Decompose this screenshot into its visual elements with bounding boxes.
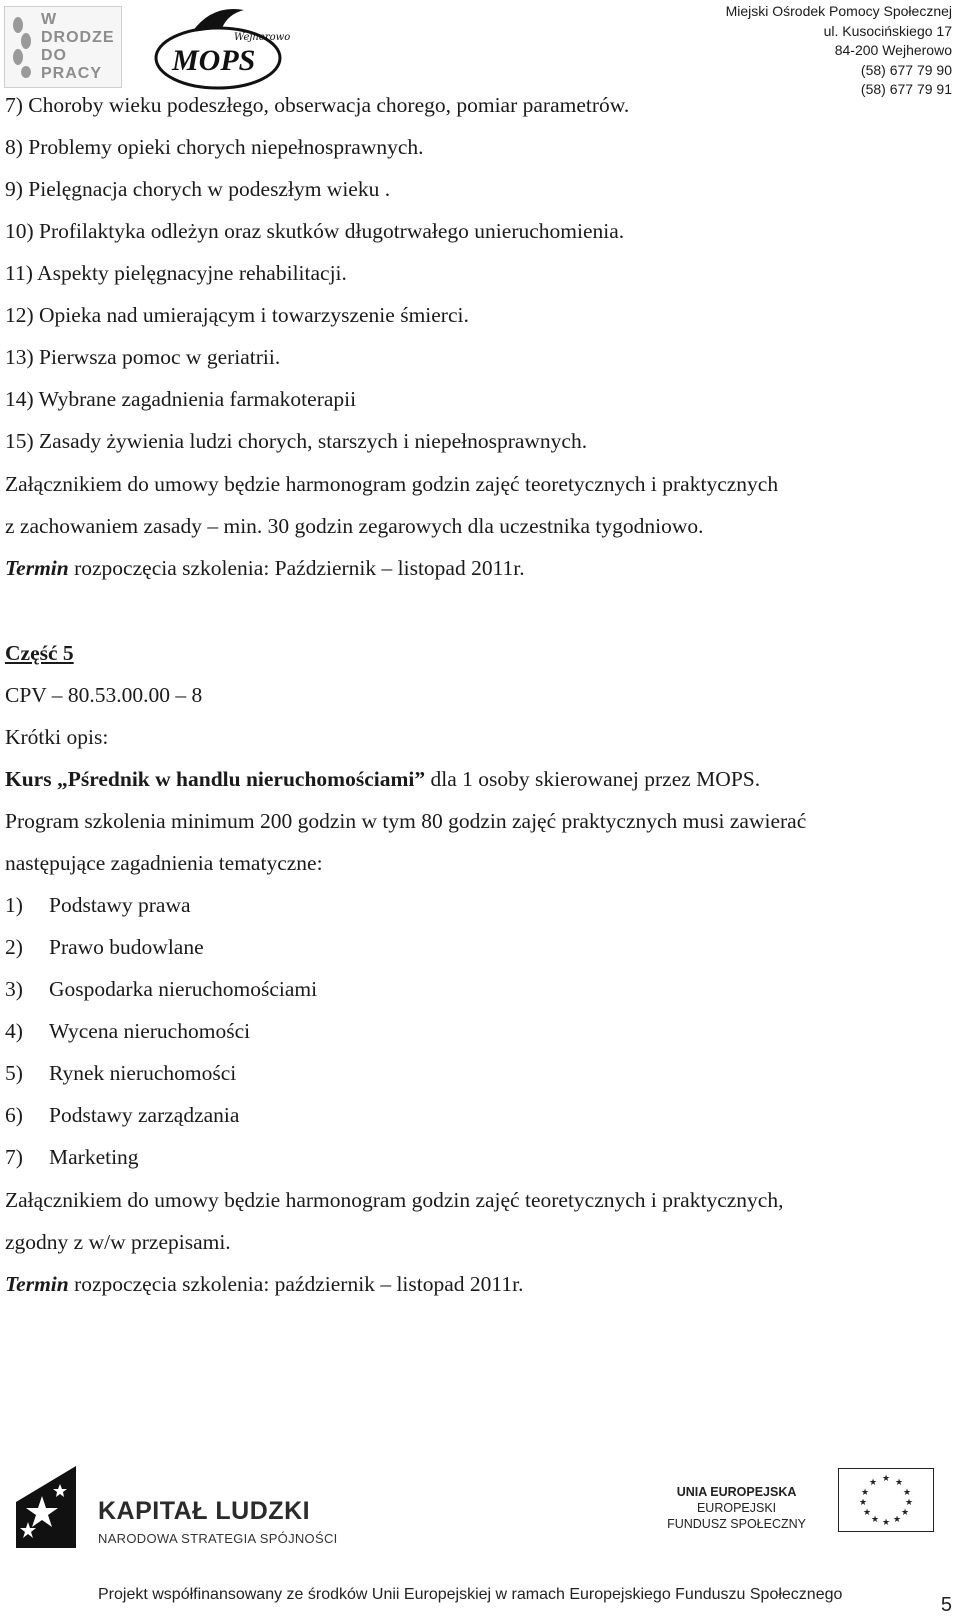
- eu-flag-icon: [838, 1468, 934, 1532]
- attachment-note: Załącznikiem do umowy będzie harmonogram godzin zajęć teoretycznych i praktycznych,: [5, 1188, 784, 1212]
- mops-logo: [152, 2, 291, 90]
- program-description: następujące zagadnienia tematyczne:: [5, 851, 323, 875]
- topic-item: 4) Wycena nieruchomości: [5, 1019, 251, 1043]
- svg-text:★: ★: [904, 1497, 914, 1507]
- cpv-code: CPV – 80.53.00.00 – 8: [5, 683, 203, 707]
- list-item: 12) Opieka nad umierającym i towarzyszenie śmierci.: [5, 303, 469, 327]
- attachment-note: zgodny z w/w przepisami.: [5, 1230, 231, 1254]
- list-item: 7) Choroby wieku podeszłego, obserwacja chorego, pomiar parametrów.: [5, 93, 630, 117]
- institution-name: Miejski Ośrodek Pomocy Społecznej: [725, 3, 952, 19]
- list-item: 10) Profilaktyka odleżyn oraz skutków długotrwałego unieruchomienia.: [5, 219, 625, 243]
- topic-item: 6) Podstawy zarządzania: [5, 1103, 240, 1127]
- program-description: Program szkolenia minimum 200 godzin w tym 80 godzin zajęć praktycznych musi zawierać: [5, 809, 807, 833]
- svg-text:★: ★: [881, 1473, 891, 1483]
- course-title: [5, 766, 760, 792]
- topic-item: 5) Rynek nieruchomości: [5, 1061, 237, 1085]
- term-text: rozpoczęcia szkolenia: październik – listopad 2011r.: [68, 1272, 524, 1296]
- logo-word: W: [41, 11, 58, 28]
- list-item: 15) Zasady żywienia ludzi chorych, starszych i niepełnosprawnych.: [5, 429, 588, 453]
- svg-text:★: ★: [870, 1514, 880, 1524]
- street-address: ul. Kusocińskiego 17: [823, 22, 952, 39]
- eu-fund-line: FUNDUSZ SPOŁECZNY: [667, 1517, 806, 1531]
- logo-word: PRACY: [41, 65, 103, 82]
- mops-logo-script: Wejherowo: [234, 32, 291, 43]
- svg-text:★: ★: [868, 1477, 878, 1487]
- mops-logo-text: MOPS: [172, 44, 256, 77]
- w-drodze-do-pracy-logo: [4, 6, 122, 88]
- eu-name: UNIA EUROPEJSKA: [676, 1485, 797, 1499]
- kapital-ludzki-emblem: [6, 1462, 86, 1554]
- phone-number: (58) 677 79 90: [860, 61, 952, 78]
- cofinancing-note: Projekt współfinansowany ze środków Unii Europejskiej w ramach Europejskiego Funduszu Społecznego: [98, 1586, 843, 1603]
- list-item: 13) Pierwsza pomoc w geriatrii.: [5, 345, 281, 369]
- logo-word: DO: [41, 47, 67, 64]
- svg-text:★: ★: [902, 1487, 912, 1497]
- list-item: 8) Problemy opieki chorych niepełnosprawnych.: [5, 135, 424, 159]
- topic-item: 1) Podstawy prawa: [5, 893, 191, 917]
- footprints-icon: [11, 15, 33, 79]
- term-label: Termin: [5, 1272, 69, 1296]
- eu-fund-line: EUROPEJSKI: [696, 1501, 777, 1515]
- logo-word: DRODZE: [41, 29, 115, 46]
- short-description-label: Krótki opis:: [5, 725, 109, 749]
- svg-text:★: ★: [900, 1507, 910, 1517]
- section-heading: Część 5: [5, 641, 74, 665]
- term-text: rozpoczęcia szkolenia: Październik – listopad 2011r.: [68, 556, 525, 580]
- list-item: 14) Wybrane zagadnienia farmakoterapii: [5, 387, 357, 411]
- start-term: [5, 555, 525, 581]
- topic-item: 2) Prawo budowlane: [5, 935, 204, 959]
- attachment-note: Załącznikiem do umowy będzie harmonogram godzin zajęć teoretycznych i praktycznych: [5, 472, 779, 496]
- course-text: dla 1 osoby skierowanej przez MOPS.: [425, 767, 761, 791]
- svg-text:★: ★: [881, 1517, 891, 1527]
- kapital-ludzki-subtitle: NARODOWA STRATEGIA SPÓJNOŚCI: [98, 1531, 338, 1546]
- start-term: [5, 1271, 523, 1297]
- page-number: 5: [940, 1594, 952, 1616]
- svg-text:★: ★: [860, 1487, 870, 1497]
- city-address: 84-200 Wejherowo: [834, 42, 952, 58]
- institution-address: [726, 2, 952, 100]
- topic-item: 7) Marketing: [5, 1145, 139, 1169]
- term-label: Termin: [5, 556, 69, 580]
- phone-number: (58) 677 79 91: [860, 81, 952, 97]
- eu-fund-label: [667, 1484, 806, 1532]
- svg-text:★: ★: [858, 1497, 868, 1507]
- course-name: Kurs „Pśrednik w handlu nieruchomościami”: [5, 767, 426, 791]
- list-item: 9) Pielęgnacja chorych w podeszłym wieku .: [5, 177, 391, 201]
- svg-text:★: ★: [892, 1514, 902, 1524]
- list-item: 11) Aspekty pielęgnacyjne rehabilitacji.: [5, 261, 347, 285]
- kapital-ludzki-title: KAPITAŁ LUDZKI: [98, 1497, 311, 1525]
- svg-text:★: ★: [894, 1477, 904, 1487]
- attachment-note: z zachowaniem zasady – min. 30 godzin zegarowych dla uczestnika tygodniowo.: [5, 514, 704, 538]
- svg-text:★: ★: [862, 1507, 872, 1517]
- topic-item: 3) Gospodarka nieruchomościami: [5, 977, 318, 1001]
